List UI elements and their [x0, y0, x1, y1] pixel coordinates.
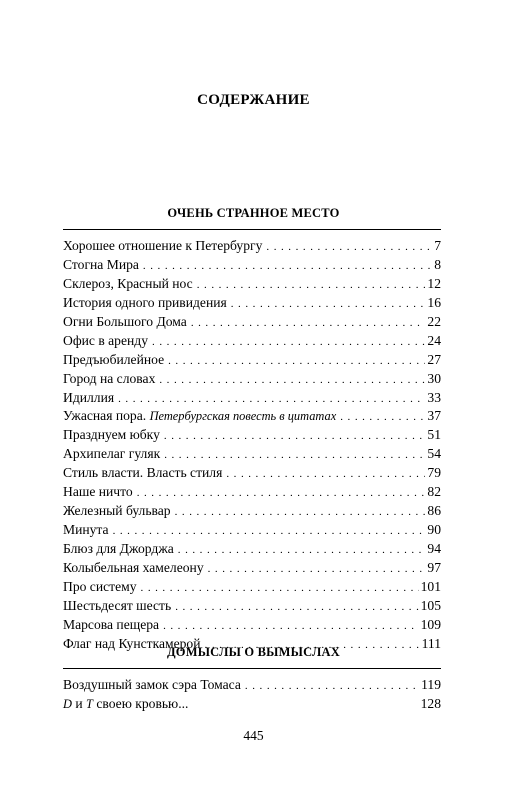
- toc-entry[interactable]: [63, 407, 441, 426]
- toc-entry[interactable]: [63, 502, 441, 521]
- entry-title: Склероз, Красный нос: [63, 275, 193, 291]
- leader-dots: [245, 676, 419, 696]
- entry-title: Железный бульвар: [63, 503, 171, 519]
- entry-page: 94: [427, 541, 441, 556]
- leader-dots: [159, 370, 425, 390]
- toc-entry[interactable]: [63, 559, 441, 578]
- toc-entry[interactable]: [63, 483, 441, 502]
- leader-dots: [197, 275, 426, 295]
- section-title-1: ОЧЕНЬ СТРАННОЕ МЕСТО: [167, 206, 340, 220]
- entry-title: Марсова пещера: [63, 616, 160, 632]
- toc-entry[interactable]: [63, 332, 441, 351]
- entry-title: Празднуем юбку: [63, 427, 160, 443]
- entry-title: Стогна Мира: [63, 256, 139, 272]
- entry-page: 51: [427, 427, 441, 443]
- leader-dots: [137, 483, 426, 503]
- toc-entry[interactable]: [63, 294, 441, 313]
- entry-title: Шестьдесят шесть: [63, 597, 172, 613]
- entry-page: 97: [427, 559, 441, 575]
- leader-dots: [175, 502, 426, 522]
- entry-title-main: Ужасная пора.: [63, 408, 147, 424]
- entry-page: 27: [427, 351, 441, 367]
- entry-page: 119: [421, 677, 441, 692]
- entry-title: Блюз для Джорджа: [63, 541, 174, 556]
- page-number: 445: [243, 728, 264, 743]
- entry-page: 82: [427, 484, 441, 500]
- leader-dots: [231, 294, 426, 314]
- leader-dots: [113, 521, 426, 541]
- entry-title: Архипелаг гуляк: [63, 446, 161, 462]
- entry-page: 37: [427, 408, 441, 424]
- entry-title: Хорошее отношение к Петербургу: [63, 238, 263, 253]
- leader-dots: [164, 426, 426, 446]
- leader-dots: [178, 540, 426, 560]
- leader-dots: [266, 237, 432, 257]
- entry-title: Про систему: [63, 578, 137, 594]
- toc-entry[interactable]: [63, 370, 441, 389]
- entry-page: 90: [427, 522, 441, 538]
- entry-title: Стиль власти. Власть стиля: [63, 465, 223, 481]
- entry-page: 33: [427, 389, 441, 405]
- leader-dots: [226, 464, 425, 484]
- section-rule-1: [63, 229, 441, 230]
- leader-dots: [340, 407, 425, 427]
- entry-page: 24: [427, 332, 441, 348]
- entry-title: Офис в аренду: [63, 332, 149, 348]
- toc-entry[interactable]: [63, 578, 441, 597]
- toc-entry[interactable]: [63, 351, 441, 370]
- leader-dots: [164, 445, 425, 465]
- toc-entry[interactable]: [63, 256, 441, 275]
- toc-entry[interactable]: [63, 237, 441, 256]
- toc-entry[interactable]: [63, 676, 441, 695]
- leader-dots: [152, 332, 425, 352]
- toc-entry[interactable]: [63, 313, 441, 332]
- entry-title: Минута: [63, 522, 109, 538]
- toc-entry[interactable]: [63, 464, 441, 483]
- entry-page: 54: [427, 446, 441, 462]
- entry-title: [63, 695, 188, 714]
- entry-page: 101: [420, 578, 441, 594]
- toc-list-1: [63, 237, 441, 654]
- entry-page: 12: [427, 275, 441, 291]
- toc-entry[interactable]: [63, 445, 441, 464]
- leader-dots: [191, 313, 426, 333]
- entry-title: Флаг над Кунсткамерой: [63, 635, 201, 651]
- section-title-2: ДОМЫСЛЫ О ВЫМЫСЛАХ: [166, 645, 341, 659]
- entry-page: 22: [427, 313, 441, 329]
- leader-dots: [208, 559, 426, 579]
- entry-title: Воздушный замок сэра Томаса: [63, 677, 241, 692]
- entry-page: 7: [434, 238, 441, 253]
- toc-entry[interactable]: [63, 597, 441, 616]
- leader-dots: [175, 597, 418, 617]
- entry-title: Идиллия: [63, 389, 115, 405]
- entry-subtitle-italic: Петербургская повесть в цитатах: [149, 409, 337, 424]
- entry-page: 128: [420, 695, 441, 711]
- entry-page: 111: [421, 635, 441, 651]
- leader-dots: [168, 351, 425, 371]
- toc-entry[interactable]: [63, 275, 441, 294]
- entry-page: 8: [434, 256, 441, 272]
- entry-title-italic-t: T: [86, 696, 93, 711]
- toc-list-2: [63, 676, 441, 714]
- entry-title: [63, 407, 336, 426]
- toc-entry[interactable]: [63, 389, 441, 408]
- entry-title: История одного привидения: [63, 294, 227, 310]
- leader-dots: [163, 616, 419, 636]
- entry-page: 109: [420, 616, 441, 632]
- leader-dots: [118, 389, 425, 409]
- entry-page: 86: [427, 503, 441, 519]
- entry-title-rest: своею кровью...: [92, 695, 189, 711]
- entry-title-italic-d: D: [63, 696, 72, 711]
- entry-title: Город на словах: [63, 370, 156, 386]
- entry-page: 79: [427, 465, 441, 481]
- entry-title: Колыбельная хамелеону: [63, 559, 204, 575]
- entry-title: Предъюбилейное: [63, 351, 165, 367]
- page-title: СОДЕРЖАНИЕ: [197, 92, 310, 108]
- entry-page: 30: [427, 370, 441, 386]
- section-rule-2: [63, 668, 441, 669]
- entry-title: Наше ничто: [63, 484, 133, 500]
- toc-entry[interactable]: [63, 695, 441, 714]
- toc-entry[interactable]: [63, 521, 441, 540]
- leader-dots: [141, 578, 419, 598]
- entry-page: 16: [427, 294, 441, 310]
- leader-dots: [143, 256, 432, 276]
- entry-page: 105: [420, 597, 441, 613]
- toc-entry[interactable]: [63, 616, 441, 635]
- entry-title: Огни Большого Дома: [63, 313, 187, 329]
- entry-title-middle: и: [71, 695, 87, 711]
- toc-entry[interactable]: [63, 540, 441, 559]
- toc-entry[interactable]: [63, 426, 441, 445]
